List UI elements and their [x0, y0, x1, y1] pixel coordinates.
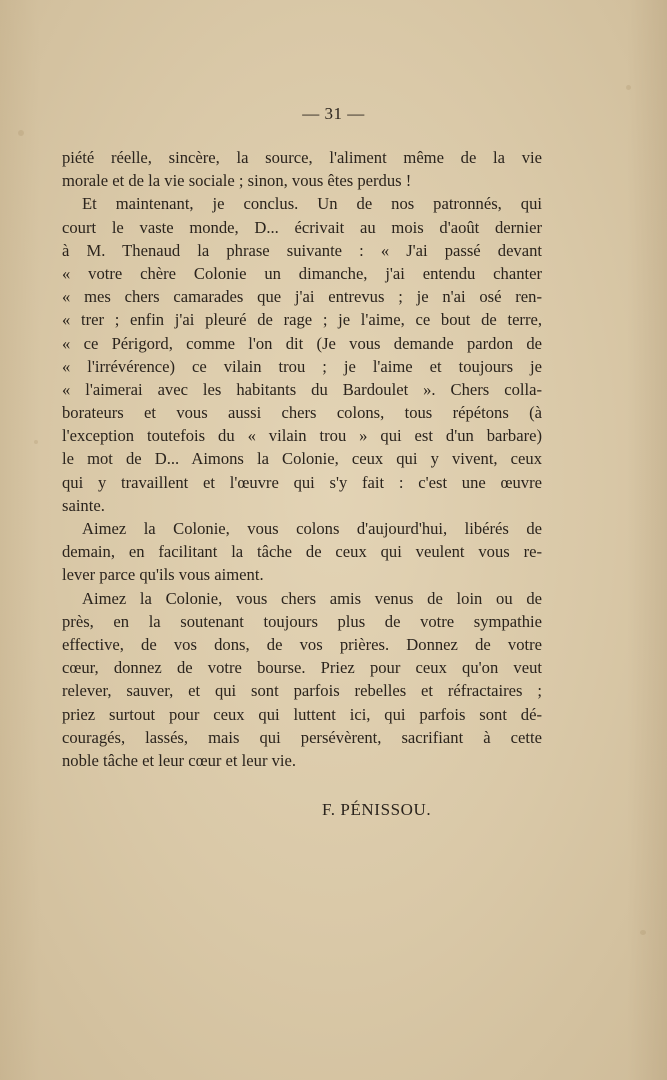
- text-line: près, en la soutenant toujours plus de votre sympathie: [62, 611, 542, 631]
- text-line: relever, sauver, et qui sont parfois rebelles et réfractaires ;: [62, 681, 542, 701]
- text-line: « votre chère Colonie un dimanche, j'ai entendu chanter: [62, 263, 542, 283]
- text-line: court le vaste monde, D... écrivait au mois d'août dernier: [62, 217, 542, 237]
- text-line: cœur, donnez de votre bourse. Priez pour ceux qu'on veut: [62, 658, 542, 678]
- text-line: Aimez la Colonie, vous colons d'aujourd'hui, libérés de: [82, 519, 542, 538]
- text-line: couragés, lassés, mais qui persévèrent, sacrifiant à cette: [62, 727, 542, 747]
- text-line: lever parce qu'ils vous aiment.: [62, 565, 264, 585]
- text-line: « mes chers camarades que j'ai entrevus ; je n'ai osé ren-: [62, 287, 542, 307]
- text-line: l'exception toutefois du « vilain trou » qui est d'un barbare): [62, 426, 542, 446]
- text-line: priez surtout pour ceux qui luttent ici, qui parfois sont dé-: [62, 704, 542, 724]
- text-line: Et maintenant, je conclus. Un de nos patronnés, qui: [82, 194, 542, 214]
- text-line: sainte.: [62, 495, 105, 515]
- text-line: à M. Thenaud la phrase suivante : « J'ai passé devant: [62, 240, 542, 260]
- body-text: [62, 146, 542, 772]
- page-number: — 31 —: [302, 104, 365, 123]
- text-line: Aimez la Colonie, vous chers amis venus de loin ou de: [82, 588, 542, 608]
- text-line: piété réelle, sincère, la source, l'aliment même de la vie: [62, 148, 542, 167]
- paper-stain: [34, 440, 38, 444]
- text-line: « l'aimerai avec les habitants du Bardoulet ». Chers colla-: [62, 379, 542, 399]
- text-line: noble tâche et leur cœur et leur vie.: [62, 750, 297, 770]
- signature: F. PÉNISSOU.: [322, 800, 432, 819]
- text-line: demain, en facilitant la tâche de ceux qui veulent vous re-: [62, 542, 542, 562]
- text-line: effective, de vos dons, de vos prières. Donnez de votre: [62, 634, 542, 654]
- text-line: « ce Périgord, comme l'on dit (Je vous demande pardon de: [62, 333, 542, 353]
- paper-stain: [640, 930, 646, 935]
- text-line: borateurs et vous aussi chers colons, tous répétons (à: [62, 403, 542, 423]
- paper-stain: [18, 130, 24, 136]
- paper-stain: [626, 85, 631, 90]
- text-line: qui y travaillent et l'œuvre qui s'y fait : c'est une œuvre: [62, 472, 542, 492]
- text-line: morale et de la vie sociale ; sinon, vous êtes perdus !: [62, 171, 412, 191]
- text-line: « l'irrévérence) ce vilain trou ; je l'aime et toujours je: [62, 356, 542, 376]
- text-line: « trer ; enfin j'ai pleuré de rage ; je l'aime, ce bout de terre,: [62, 310, 542, 330]
- text-line: le mot de D... Aimons la Colonie, ceux qui y vivent, ceux: [62, 449, 542, 469]
